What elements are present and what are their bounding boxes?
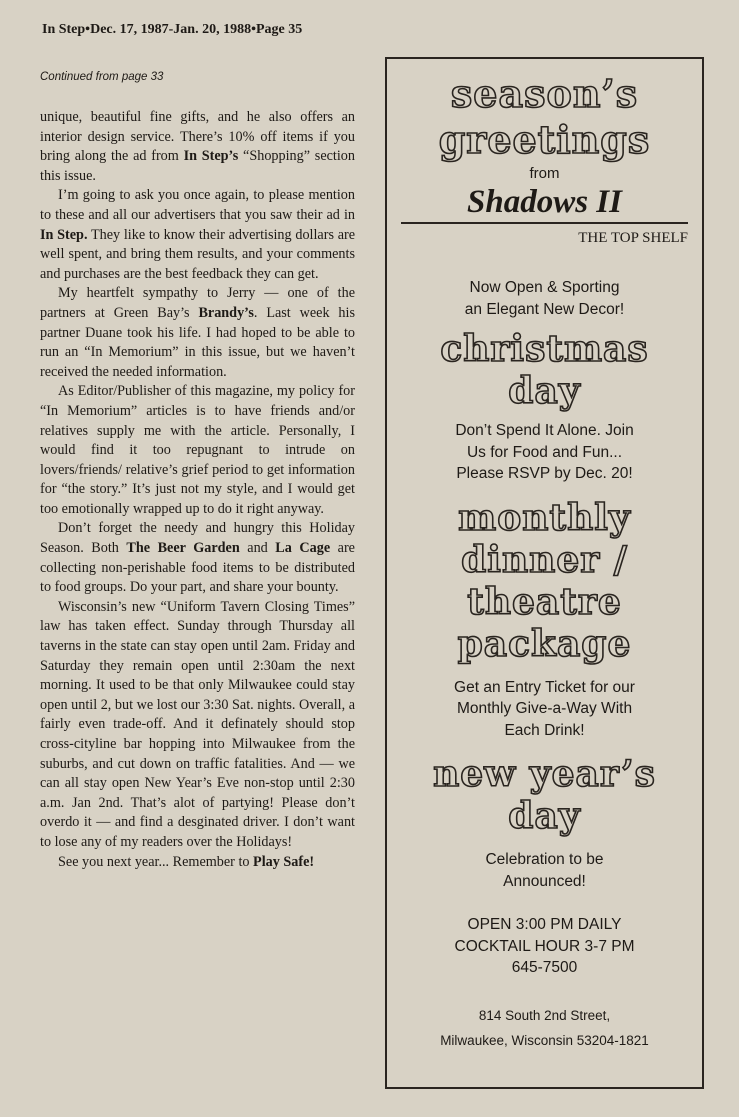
ad-text: Announced! (503, 872, 586, 890)
phone-number: 645-7500 (511, 959, 578, 976)
top-shelf-label: THE TOP SHELF (578, 230, 688, 246)
article-paragraph: My heartfelt sympathy to Jerry — one of the partners at Green Bay’s Brandy’s. Last week his partner Duane took his life. I had hoped to be able to run an “In Memorium” in this issue, but we haven’t received the needed information. (40, 285, 355, 380)
ad-text: an Elegant New Decor! (464, 300, 625, 318)
venue-name: Shadows II (467, 184, 622, 220)
ad-text: Us for Food and Fun... (466, 443, 623, 461)
ad-headline-greetings: greetings (438, 117, 651, 162)
address-line: Milwaukee, Wisconsin 53204-1821 (440, 1032, 649, 1048)
continued-note: Continued from page 33 (40, 71, 164, 83)
ad-text: Monthly Give-a-Way With (456, 700, 633, 717)
ad-text: Please RSVP by Dec. 20! (456, 465, 633, 482)
article-paragraph: See you next year... Remember to Play Safe! (58, 853, 315, 870)
ad-text: Don’t Spend It Alone. Join (455, 422, 634, 439)
ad-text: Celebration to be (485, 851, 604, 868)
article-column (40, 108, 355, 872)
shadows-ii-advertisement (385, 57, 704, 1089)
ad-divider (401, 222, 688, 224)
ad-text: Now Open & Sporting (469, 279, 620, 296)
christmas-day-heading: day (508, 370, 581, 412)
ad-from: from (529, 165, 560, 182)
page-header: In Step•Dec. 17, 1987-Jan. 20, 1988•Page 35 (42, 22, 303, 37)
monthly-heading: monthly (458, 496, 631, 539)
christmas-heading: christmas (440, 328, 649, 370)
new-years-day-heading: day (508, 795, 581, 837)
package-heading: package (457, 622, 632, 665)
address-line: 814 South 2nd Street, (478, 1007, 611, 1023)
article-paragraph: unique, beautiful fine gifts, and he also offers an interior design service. There’s 10% off items if you bring along the ad from In Step’s “Shopping” section this issue. (40, 109, 355, 184)
ad-headline-seasons: season’s (450, 71, 639, 116)
theatre-heading: theatre (467, 580, 622, 623)
hours-line: OPEN 3:00 PM DAILY (467, 916, 622, 933)
article-paragraph: As Editor/Publisher of this magazine, my policy for “In Memorium” articles is to have friends and/or relatives supply me with the article. Personally, I would find it too repugnant to intrude on lovers/friends/ relative’s grief period to get information for “the story.” It’s just not my style, and I would get too emotionally wrapped up to do it right anyway. (40, 383, 355, 517)
dinner-heading: dinner / (461, 538, 628, 581)
article-paragraph: I’m going to ask you once again, to please mention to these and all our advertisers that you saw their ad in In Step. They like to know their advertising dollars are well spent, and bring them results, and your comments and purchases are the best feedback they can get. (40, 187, 356, 282)
new-years-heading: new year’s (433, 753, 656, 795)
hours-line: COCKTAIL HOUR 3-7 PM (454, 937, 635, 955)
article-paragraph: Don’t forget the needy and hungry this Holiday Season. Both The Beer Garden and La Cage are collecting non-perishable food items to be distributed to food groups. Do your part, and share your bounty. (40, 520, 355, 596)
ad-text: Each Drink! (504, 721, 585, 739)
article-paragraph: Wisconsin’s new “Uniform Tavern Closing Times” law has taken effect. Sunday through Thursday all taverns in the state can stay open until 2am. Friday and Saturday they remain open until 2:30am the next morning. It used to be that only Milwaukee could stay open until 2, but we lost our 3:30 Sat. nights. Overall, a fairly even trade-off. And it definately should stop cross-cityline bar hopping into Milwaukee from the suburbs, and cut down on traffic fatalities. And — we can all stay open New Year’s Eve non-stop until 2:30 a.m. Jan 2nd. That’s alot of partying! Please don’t overdo it — and find a desginated driver. I don’t want to lose any of my readers over the Holidays! (40, 598, 355, 850)
ad-text: Get an Entry Ticket for our (454, 678, 635, 696)
